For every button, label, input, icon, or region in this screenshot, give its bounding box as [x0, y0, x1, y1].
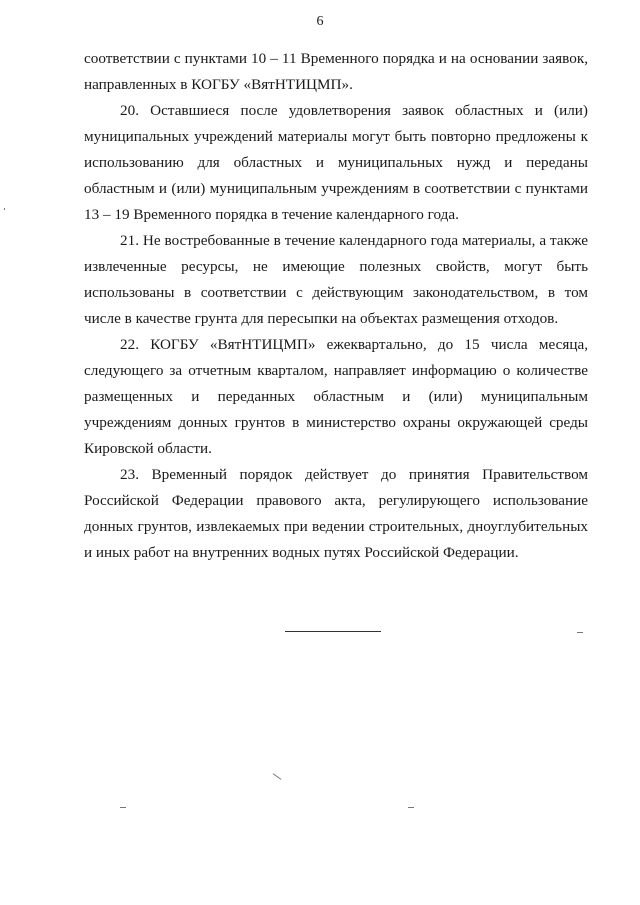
paragraph-continuation: соответствии с пунктами 10 – 11 Временного порядка и на основании заявок, направленных в КОГБУ «ВятНТИЦМП».: [84, 50, 588, 93]
end-of-document-rule: [285, 631, 381, 632]
scan-speck: [120, 807, 126, 808]
scan-speck: [408, 807, 414, 808]
document-body: [84, 46, 588, 566]
scan-speck: [4, 208, 5, 210]
paragraph-22: 22. КОГБУ «ВятНТИЦМП» ежеквартально, до 15 числа месяца, следующего за отчетным кварталом, направляет информацию о количестве размещенных и переданных областным и (или) муниципальным учреждениям донных грунтов в министерство охраны окружающей среды Кировской области.: [84, 336, 588, 457]
scan-speck: [273, 773, 282, 780]
paragraph-21: 21. Не востребованные в течение календарного года материалы, а также извлеченные ресурсы, не имеющие полезных свойств, могут быть использованы в соответствии с действующим законодательством, в том числе в качестве грунта для пересыпки на объектах размещения отходов.: [84, 232, 588, 327]
paragraph-20: 20. Оставшиеся после удовлетворения заявок областных и (или) муниципальных учреждений материалы могут быть повторно предложены к использованию для областных и муниципальных нужд и переданы областным и (или) муниципальным учреждениям в соответствии с пунктами 13 – 19 Временного порядка в течение календарного года.: [84, 102, 588, 223]
page-number: 6: [316, 14, 324, 29]
scan-speck: [577, 632, 583, 633]
paragraph-23: 23. Временный порядок действует до принятия Правительством Российской Федерации правового акта, регулирующего использование донных грунтов, извлекаемых при ведении строительных, дноуглубительных и иных работ на внутренних водных путях Российской Федерации.: [84, 466, 588, 561]
